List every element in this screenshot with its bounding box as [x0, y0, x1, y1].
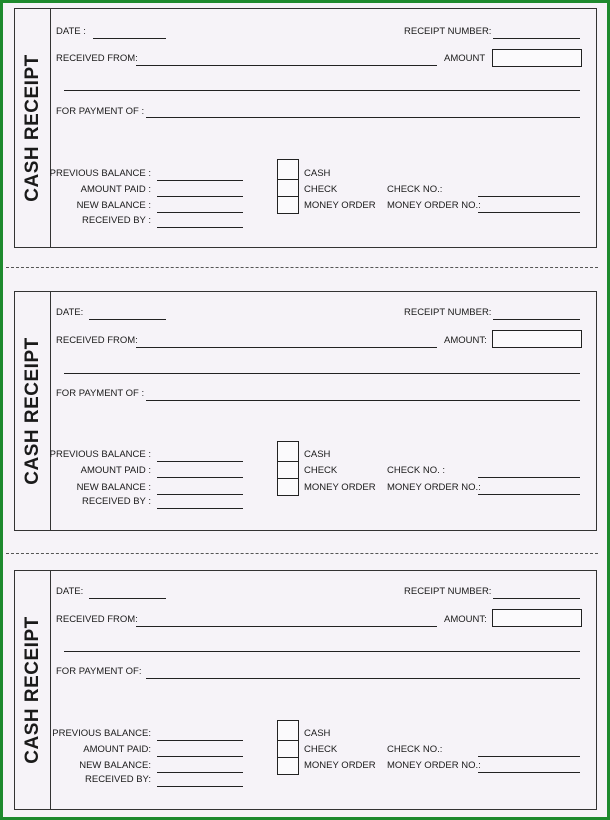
cash-label: CASH [304, 168, 331, 179]
receipt-number-field[interactable] [493, 598, 580, 599]
amount-paid-field[interactable] [157, 756, 243, 757]
money-order-label: MONEY ORDER [304, 200, 376, 211]
receipt-1 [14, 8, 597, 248]
for-payment-field[interactable] [146, 678, 580, 679]
received-from-field[interactable] [136, 626, 437, 627]
money-order-label: MONEY ORDER [304, 482, 376, 493]
amount-label: AMOUNT: [444, 335, 487, 346]
amount-label: AMOUNT: [444, 614, 487, 625]
receipt-side-panel [15, 9, 51, 247]
cut-line [6, 267, 598, 268]
date-field[interactable] [89, 598, 166, 599]
previous-balance-field[interactable] [157, 180, 243, 181]
for-payment-label: FOR PAYMENT OF : [56, 388, 145, 399]
cut-line [6, 553, 598, 554]
received-from-label: RECEIVED FROM: [56, 614, 138, 625]
check-no-field[interactable] [478, 196, 580, 197]
receipt-2 [14, 291, 597, 531]
money-order-label: MONEY ORDER [304, 760, 376, 771]
received-by-field[interactable] [157, 227, 243, 228]
money-order-no-field[interactable] [478, 494, 580, 495]
amount-paid-label: AMOUNT PAID : [80, 184, 151, 195]
check-no-label: CHECK NO.: [387, 184, 443, 195]
for-payment-field[interactable] [146, 117, 580, 118]
receipt-3 [14, 570, 597, 810]
previous-balance-field[interactable] [157, 740, 243, 741]
receipt-number-label: RECEIPT NUMBER: [404, 26, 492, 37]
received-from-label: RECEIVED FROM: [56, 53, 138, 64]
check-checkbox[interactable] [277, 179, 299, 197]
amount-paid-label: AMOUNT PAID : [80, 465, 151, 476]
received-by-field[interactable] [157, 508, 243, 509]
previous-balance-field[interactable] [157, 461, 243, 462]
received-from-field[interactable] [136, 65, 437, 66]
money-order-no-field[interactable] [478, 212, 580, 213]
receipt-number-field[interactable] [493, 319, 580, 320]
received-from-field-line-2[interactable] [64, 651, 580, 652]
previous-balance-label: PREVIOUS BALANCE : [49, 449, 151, 460]
cash-checkbox[interactable] [277, 159, 299, 180]
money-order-checkbox[interactable] [277, 478, 299, 496]
received-by-label: RECEIVED BY: [85, 774, 151, 785]
new-balance-field[interactable] [157, 212, 243, 213]
new-balance-label: NEW BALANCE : [76, 482, 151, 493]
receipt-title: CASH RECEIPT [21, 337, 43, 485]
amount-label: AMOUNT [444, 53, 486, 64]
new-balance-label: NEW BALANCE: [79, 760, 151, 771]
check-no-field[interactable] [478, 477, 580, 478]
for-payment-label: FOR PAYMENT OF : [56, 106, 145, 117]
amount-input-box[interactable] [492, 49, 582, 67]
received-by-label: RECEIVED BY : [82, 496, 151, 507]
new-balance-field[interactable] [157, 772, 243, 773]
received-from-field-line-2[interactable] [64, 373, 580, 374]
date-label: DATE : [56, 26, 86, 37]
cash-label: CASH [304, 449, 331, 460]
receipt-side-panel [15, 292, 51, 530]
for-payment-field[interactable] [146, 400, 580, 401]
check-no-field[interactable] [478, 756, 580, 757]
date-field[interactable] [89, 319, 166, 320]
money-order-no-label: MONEY ORDER NO.: [387, 482, 481, 493]
check-no-label: CHECK NO.: [387, 744, 443, 755]
received-from-field[interactable] [136, 347, 437, 348]
received-by-field[interactable] [157, 786, 243, 787]
check-label: CHECK [304, 184, 338, 195]
received-from-field-line-2[interactable] [64, 90, 580, 91]
check-no-label: CHECK NO. : [387, 465, 446, 476]
new-balance-label: NEW BALANCE : [76, 200, 151, 211]
new-balance-field[interactable] [157, 494, 243, 495]
date-label: DATE: [56, 307, 84, 318]
for-payment-label: FOR PAYMENT OF: [56, 666, 142, 677]
date-label: DATE: [56, 586, 84, 597]
check-label: CHECK [304, 744, 338, 755]
received-from-label: RECEIVED FROM: [56, 335, 138, 346]
money-order-no-label: MONEY ORDER NO.: [387, 760, 481, 771]
check-label: CHECK [304, 465, 338, 476]
receipt-number-label: RECEIPT NUMBER: [404, 586, 492, 597]
amount-paid-label: AMOUNT PAID: [83, 744, 151, 755]
amount-input-box[interactable] [492, 609, 582, 627]
date-field[interactable] [93, 38, 166, 39]
previous-balance-label: PREVIOUS BALANCE : [49, 168, 151, 179]
received-by-label: RECEIVED BY : [82, 215, 151, 226]
previous-balance-label: PREVIOUS BALANCE: [52, 728, 151, 739]
amount-paid-field[interactable] [157, 477, 243, 478]
amount-paid-field[interactable] [157, 196, 243, 197]
receipt-number-field[interactable] [493, 38, 580, 39]
check-checkbox[interactable] [277, 740, 299, 758]
money-order-no-field[interactable] [478, 772, 580, 773]
cash-checkbox[interactable] [277, 441, 299, 462]
money-order-checkbox[interactable] [277, 757, 299, 775]
receipt-title: CASH RECEIPT [21, 616, 43, 764]
receipt-number-label: RECEIPT NUMBER: [404, 307, 492, 318]
cash-label: CASH [304, 728, 331, 739]
amount-input-box[interactable] [492, 330, 582, 348]
check-checkbox[interactable] [277, 461, 299, 479]
cash-checkbox[interactable] [277, 720, 299, 741]
receipt-title: CASH RECEIPT [21, 54, 43, 202]
money-order-checkbox[interactable] [277, 196, 299, 214]
money-order-no-label: MONEY ORDER NO.: [387, 200, 481, 211]
